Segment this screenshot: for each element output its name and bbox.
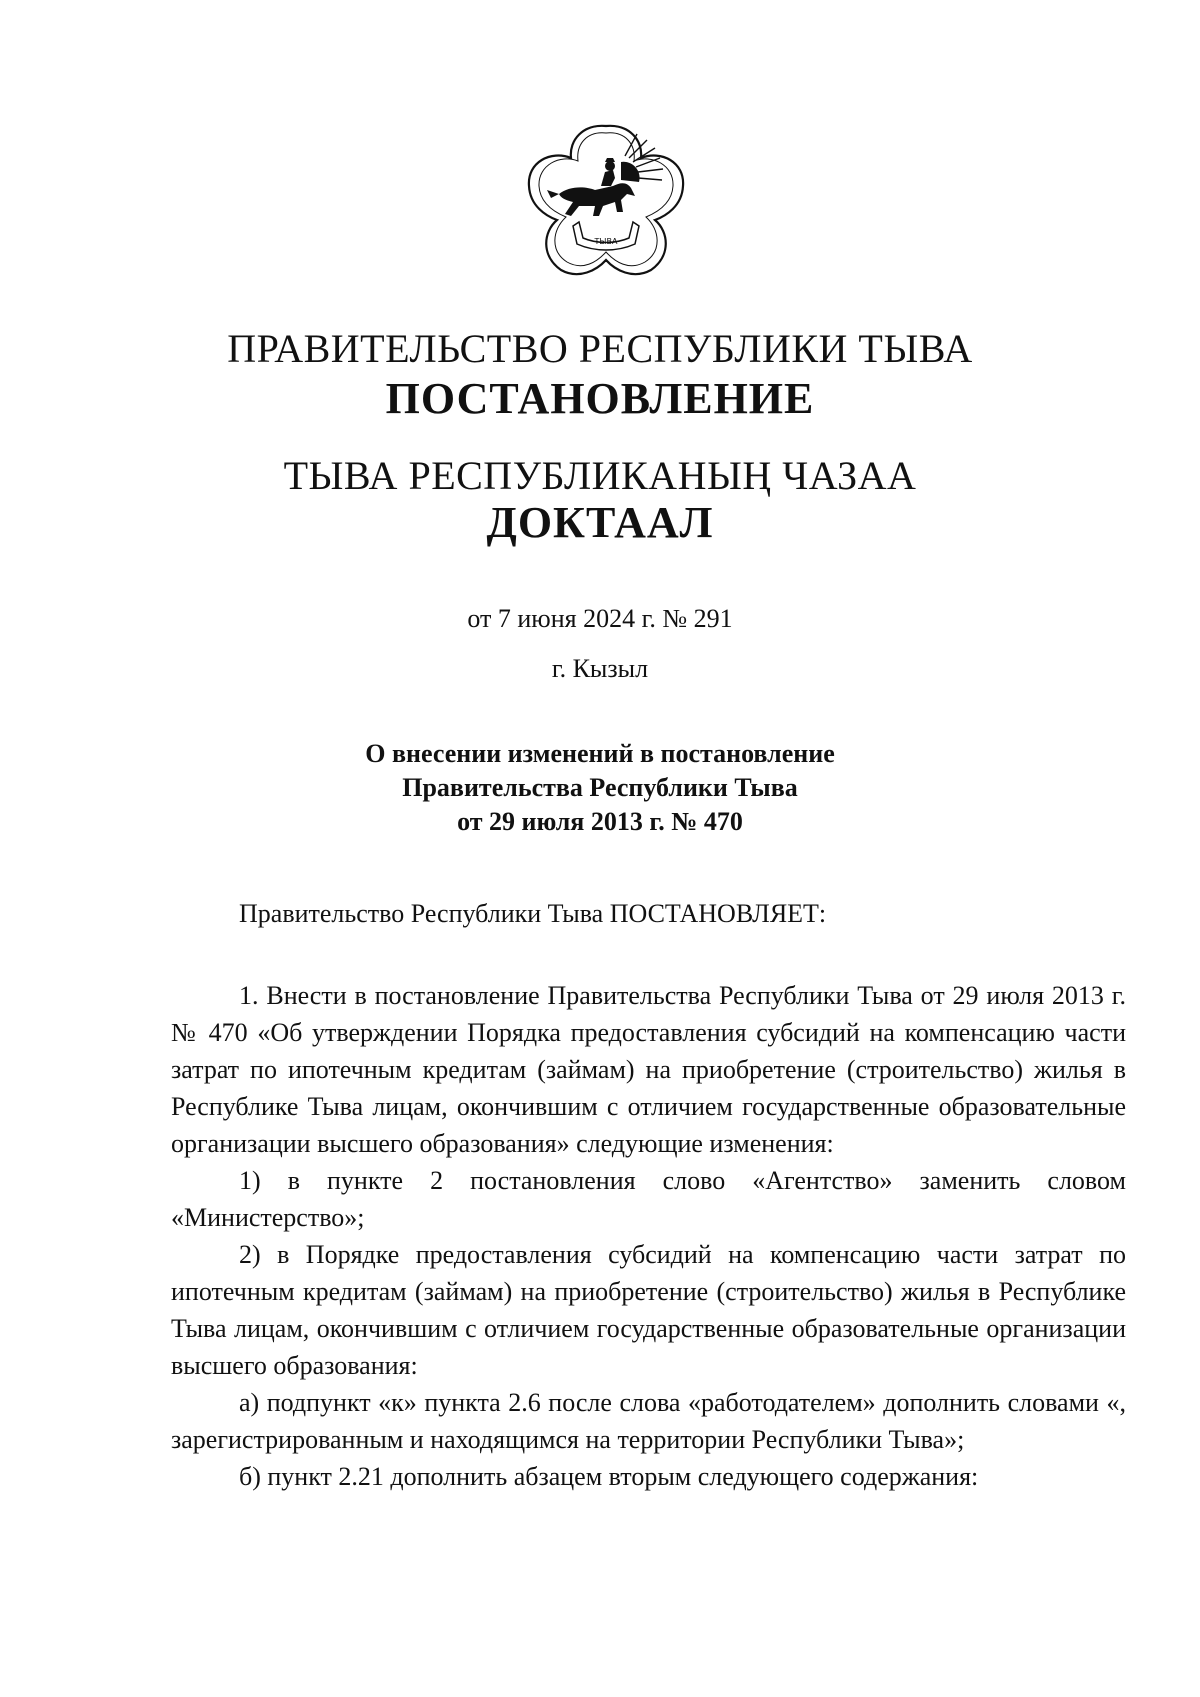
decree-city: г. Кызыл [551, 654, 649, 683]
subject-line: О внесении изменений в постановление [365, 739, 835, 768]
government-title-tv: ТЫВА РЕСПУБЛИКАНЫҢ ЧАЗАА [283, 453, 917, 498]
decree-title-ru: ПОСТАНОВЛЕНИЕ [385, 374, 815, 423]
paragraph-sub-b: б) пункт 2.21 дополнить абзацем вторым следующего содержания: [239, 1462, 979, 1491]
decree-subject [0, 737, 1200, 839]
subject-line: от 29 июля 2013 г. № 470 [457, 807, 743, 836]
paragraph-sub-1: 1) в пункте 2 постановления слово «Агентство» заменить словом «Министерство»; [171, 1166, 1126, 1232]
government-title-ru: ПРАВИТЕЛЬСТВО РЕСПУБЛИКИ ТЫВА [227, 326, 973, 371]
paragraph-sub-2: 2) в Порядке предоставления субсидий на компенсацию части затрат по ипотечным кредитам (займам) на приобретение (строительство) жилья в Республике Тыва лицам, окончившим с отличием государственные образовательные организации высшего образования: [171, 1240, 1126, 1380]
decree-date-number: от 7 июня 2024 г. № 291 [467, 604, 733, 633]
svg-text:ТЫВА: ТЫВА [594, 237, 618, 246]
decree-title-tv: ДОКТААЛ [486, 498, 714, 547]
resolves-paragraph: Правительство Республики Тыва ПОСТАНОВЛЯЕТ: [239, 899, 827, 928]
subject-line: Правительства Республики Тыва [402, 773, 798, 802]
decree-body [171, 895, 1126, 1495]
tuva-emblem-icon [521, 120, 691, 280]
paragraph-item-1: 1. Внести в постановление Правительства Республики Тыва от 29 июля 2013 г. № 470 «Об утверждении Порядка предоставления субсидий на компенсацию части затрат по ипотечным кредитам (займам) на приобретение (строительство) жилья в Республике Тыва лицам, окончившим с отличием государственные образовательные организации высшего образования» следующие изменения: [171, 981, 1126, 1158]
paragraph-sub-a: а) подпункт «к» пункта 2.6 после слова «работодателем» дополнить словами «, зарегистрированным и находящимся на территории Республики Тыва»; [171, 1388, 1126, 1454]
